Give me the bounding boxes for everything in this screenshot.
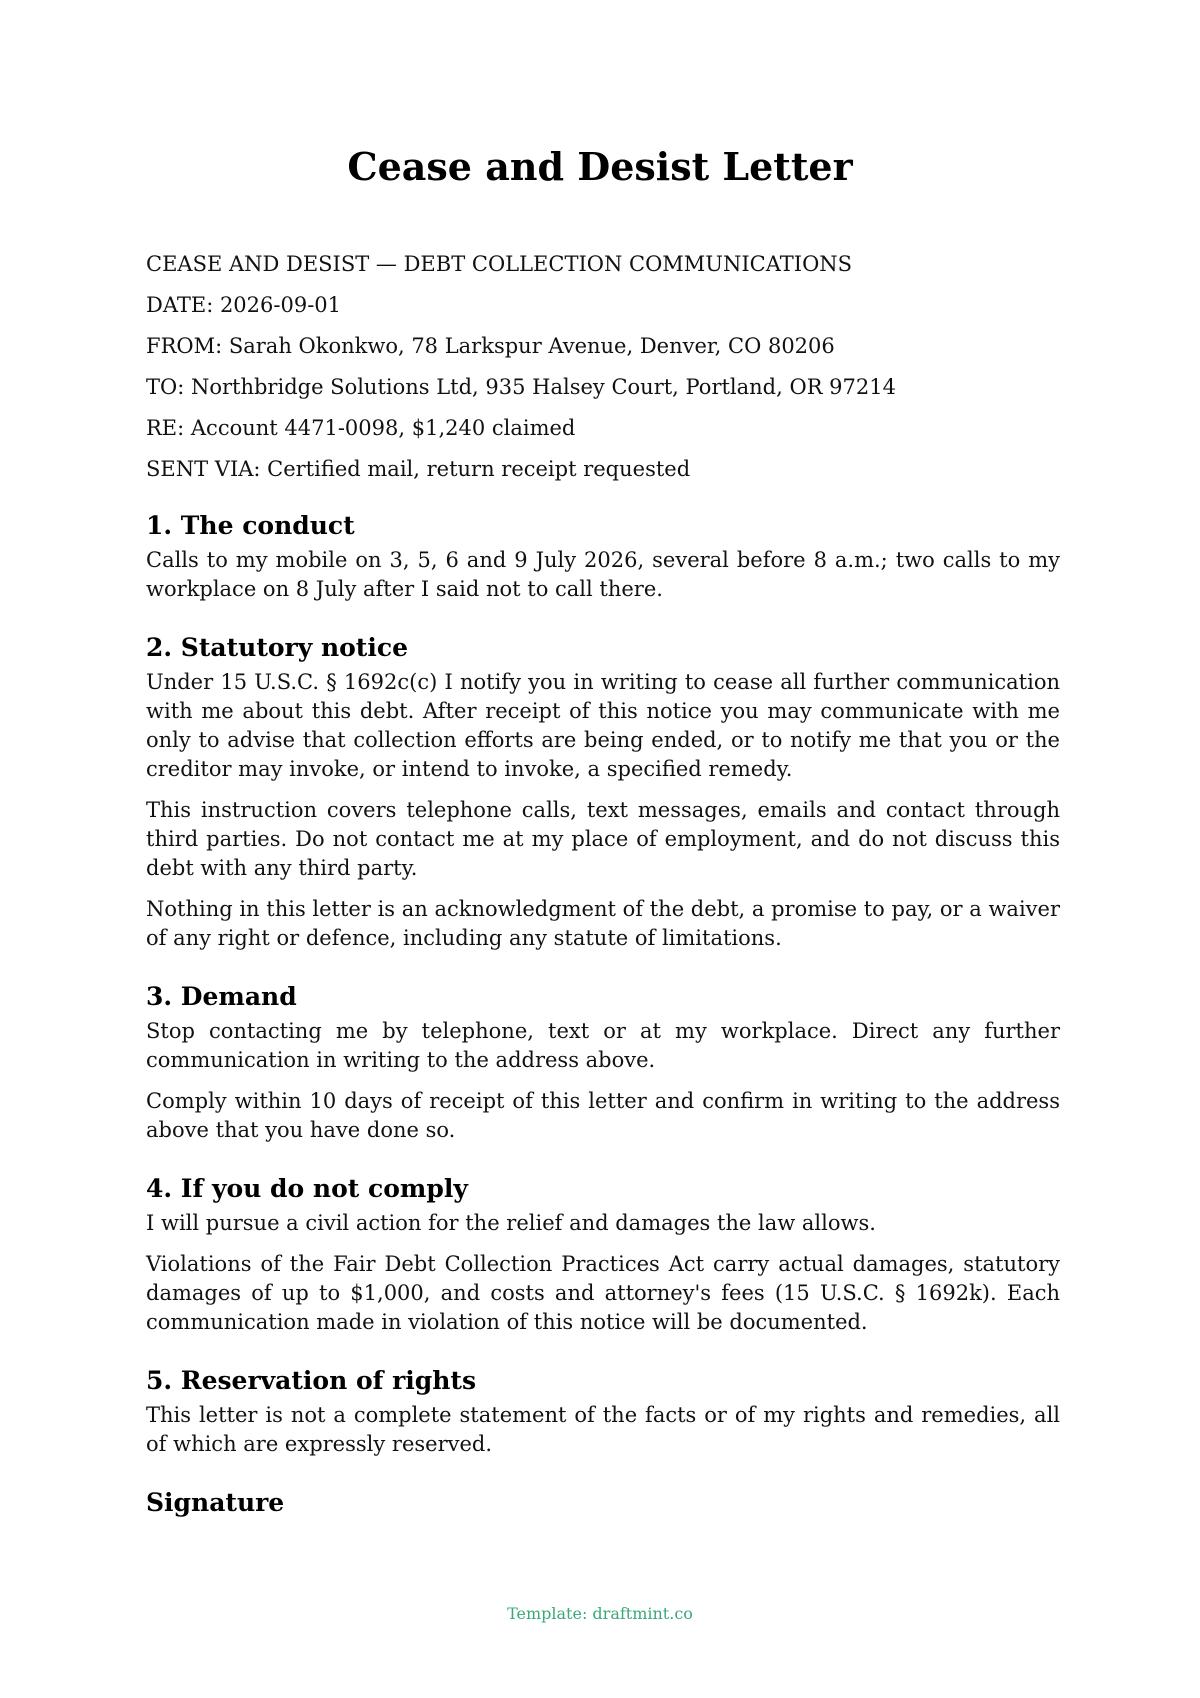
meta-re: RE: Account 4471-0098, $1,240 claimed [146, 416, 576, 440]
section-paragraph: Comply within 10 days of receipt of this letter and confirm in writing to the address above that you have done so. [146, 1089, 1060, 1142]
section-reservation-of-rights [146, 1365, 1060, 1459]
section-paragraph: I will pursue a civil action for the relief and damages the law allows. [146, 1211, 876, 1235]
section-heading: 3. Demand [146, 982, 297, 1011]
section-signature [146, 1487, 1060, 1519]
section-paragraph: Calls to my mobile on 3, 5, 6 and 9 July 2026, several before 8 a.m.; two calls to my workplace on 8 July after I said not to call there. [146, 548, 1060, 601]
section-paragraph: Stop contacting me by telephone, text or at my workplace. Direct any further communication in writing to the address above. [146, 1019, 1060, 1072]
section-paragraph: Under 15 U.S.C. § 1692c(c) I notify you in writing to cease all further communication with me about this debt. After receipt of this notice you may communicate with me only to advise that collection efforts are being ended, or to notify me that you or the creditor may invoke, or intend to invoke, a specified remedy. [146, 670, 1060, 781]
section-non-compliance [146, 1173, 1060, 1337]
meta-sent-via: SENT VIA: Certified mail, return receipt requested [146, 457, 691, 481]
section-paragraph: Violations of the Fair Debt Collection Practices Act carry actual damages, statutory damages of up to $1,000, and costs and attorney's fees (15 U.S.C. § 1692k). Each communication made in violation of this notice will be documented. [146, 1252, 1060, 1334]
section-heading: 4. If you do not comply [146, 1174, 468, 1203]
meta-subject-line: CEASE AND DESIST — DEBT COLLECTION COMMUNICATIONS [146, 252, 853, 276]
letter-meta [146, 250, 1060, 484]
document-title: Cease and Desist Letter [347, 144, 853, 189]
section-conduct [146, 510, 1060, 604]
section-demand [146, 981, 1060, 1145]
section-paragraph: This letter is not a complete statement of the facts or of my rights and remedies, all of which are expressly reserved. [146, 1403, 1060, 1456]
section-heading: 2. Statutory notice [146, 633, 408, 662]
section-heading: 1. The conduct [146, 511, 355, 540]
section-paragraph: Nothing in this letter is an acknowledgment of the debt, a promise to pay, or a waiver of any right or defence, including any statute of limitations. [146, 897, 1060, 950]
meta-from: FROM: Sarah Okonkwo, 78 Larkspur Avenue, Denver, CO 80206 [146, 334, 835, 358]
section-statutory-notice [146, 632, 1060, 953]
meta-to: TO: Northbridge Solutions Ltd, 935 Halsey Court, Portland, OR 97214 [146, 375, 896, 399]
section-heading: 5. Reservation of rights [146, 1366, 477, 1395]
section-paragraph: This instruction covers telephone calls, text messages, emails and contact through third parties. Do not contact me at my place of employment, and do not discuss this debt with any third party. [146, 798, 1060, 880]
meta-date: DATE: 2026-09-01 [146, 293, 342, 317]
signature-heading: Signature [146, 1488, 285, 1517]
document-body [146, 250, 1060, 1523]
template-footer: Template: draftmint.co [507, 1604, 693, 1623]
